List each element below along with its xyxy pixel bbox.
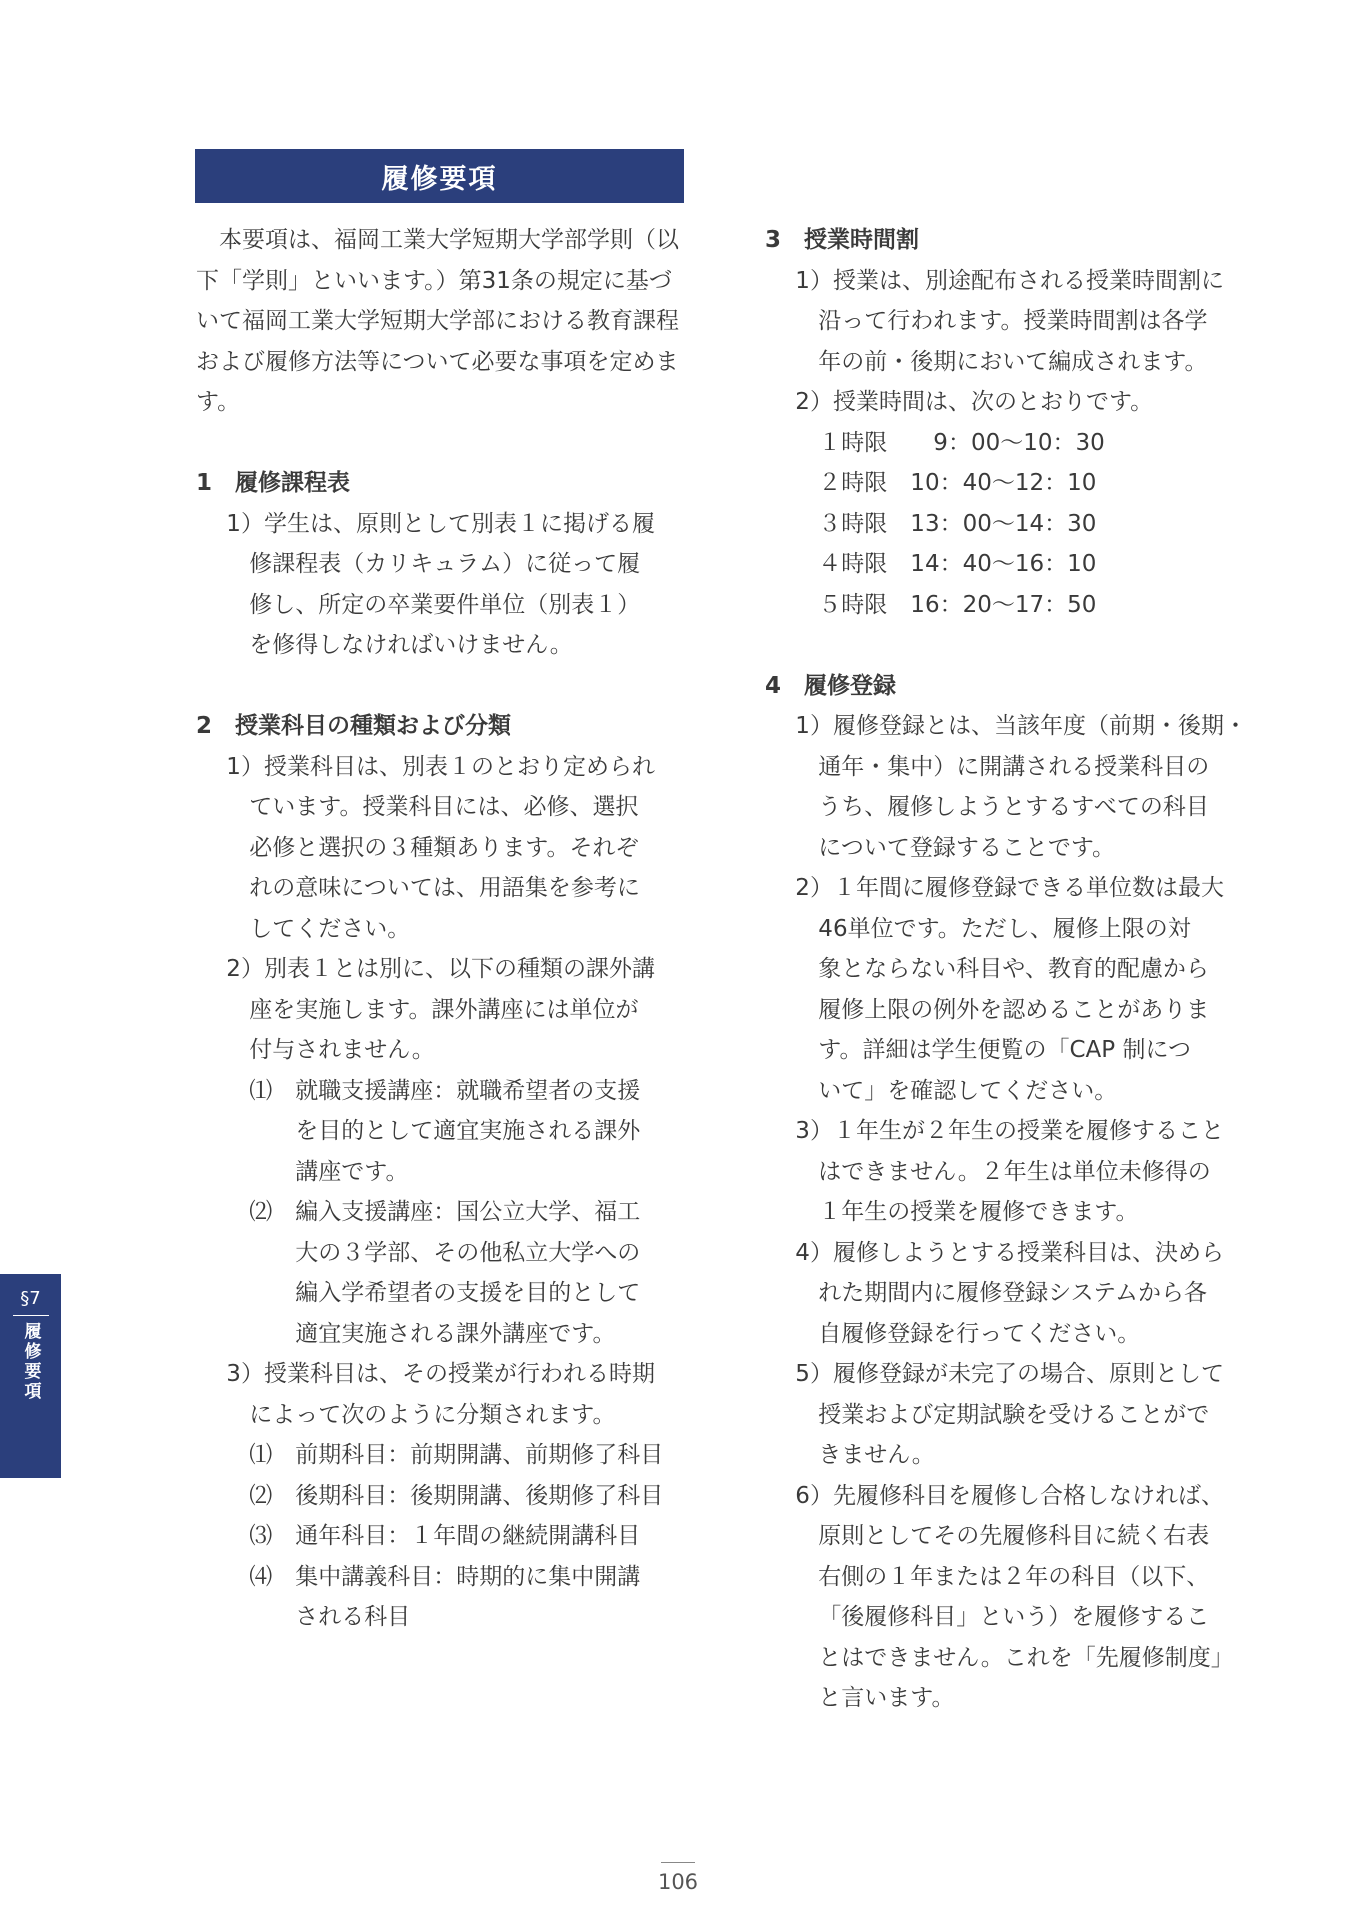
text-line: および履修方法等について必要な事項を定めま (196, 348, 679, 375)
section-label: 履修要項 (20, 1322, 41, 1402)
text-line: 1）授業は、別途配布される授業時間割に (765, 267, 1224, 294)
text-line: 46単位です。ただし、履修上限の対 (765, 915, 1191, 942)
text-line: 年の前・後期において編成されます。 (765, 348, 1208, 375)
text-line: す。 (196, 389, 241, 415)
section-heading: 2 授業科目の種類および分類 (196, 713, 512, 739)
text-line: 2）別表１とは別に、以下の種類の課外講 (196, 956, 655, 982)
paragraph-gap (196, 666, 696, 707)
text-line: 授業および定期試験を受けることがで (765, 1401, 1210, 1428)
text-line: を目的として適宜実施される課外 (196, 1118, 641, 1144)
text-line: ⑴ 前期科目：前期開講、前期修了科目 (196, 1442, 664, 1468)
text-line: 2）１年間に履修登録できる単位数は最大 (765, 875, 1224, 901)
text-line: ⑷ 集中講義科目：時期的に集中開講 (196, 1563, 641, 1590)
left-column (196, 220, 696, 1638)
text-line: 講座です。 (196, 1158, 409, 1185)
text-line: ⑵ 後期科目：後期開講、後期修了科目 (196, 1482, 664, 1509)
paragraph-gap (765, 625, 1265, 666)
text-line: 6）先履修科目を履修し合格しなければ、 (765, 1482, 1224, 1509)
text-line: 編入学希望者の支援を目的として (196, 1280, 641, 1306)
page-number-rule (661, 1862, 695, 1863)
text-line: 適宜実施される課外講座です。 (196, 1320, 616, 1347)
text-line: す。詳細は学生便覧の「CAP 制につ (765, 1037, 1191, 1063)
text-line: 1）履修登録とは、当該年度（前期・後期・ (765, 713, 1247, 739)
text-line: いて」を確認してください。 (765, 1077, 1118, 1104)
text-line: 座を実施します。課外講座には単位が (196, 996, 639, 1023)
text-line: 本要項は、福岡工業大学短期大学部学則（以 (196, 227, 679, 253)
text-line: 自履修登録を行ってください。 (765, 1320, 1141, 1347)
text-line: 修し、所定の卒業要件単位（別表１） (196, 591, 641, 618)
text-line: 付与されません。 (196, 1037, 435, 1063)
text-line: 沿って行われます。授業時間割は各学 (765, 308, 1208, 334)
right-column (765, 220, 1265, 1719)
text-line: 3）１年生が２年生の授業を履修すること (765, 1118, 1224, 1144)
page-number: 106 (657, 1870, 699, 1894)
section-heading: 3 授業時間割 (765, 227, 920, 253)
text-line: きません。 (765, 1442, 935, 1468)
section-divider (13, 1315, 49, 1316)
text-line: 3）授業科目は、その授業が行われる時期 (196, 1361, 655, 1387)
text-line: はできません。２年生は単位未修得の (765, 1158, 1211, 1185)
text-line: ています。授業科目には、必修、選択 (196, 794, 639, 820)
text-line: １年生の授業を履修できます。 (765, 1199, 1139, 1225)
text-line: ３時限 13：00〜14：30 (765, 510, 1097, 537)
page-title: 履修要項 (195, 149, 684, 203)
text-line: と言います。 (765, 1685, 955, 1711)
text-line: とはできません。これを「先履修制度」 (765, 1644, 1234, 1671)
text-line: ２時限 10：40〜12：10 (765, 470, 1097, 496)
paragraph-gap (196, 423, 696, 464)
text-line: 2）授業時間は、次のとおりです。 (765, 389, 1154, 415)
text-line: うち、履修しようとするすべての科目 (765, 794, 1209, 820)
text-line: について登録することです。 (765, 834, 1116, 861)
section-side-tab (0, 1274, 61, 1478)
text-line: 原則としてその先履修科目に続く右表 (765, 1523, 1210, 1549)
section-number: §7 (20, 1288, 41, 1309)
text-line: ５時限 16：20〜17：50 (765, 591, 1097, 618)
text-line: 右側の１年または２年の科目（以下、 (765, 1563, 1210, 1590)
section-heading: 1 履修課程表 (196, 470, 351, 496)
text-line: 履修上限の例外を認めることがありま (765, 996, 1210, 1023)
text-line: してください。 (196, 915, 411, 942)
text-line: いて福岡工業大学短期大学部における教育課程 (196, 308, 679, 334)
text-line: される科目 (196, 1604, 411, 1630)
text-line: 1）授業科目は、別表１のとおり定められ (196, 753, 655, 780)
text-line: ４時限 14：40〜16：10 (765, 551, 1097, 577)
text-line: 1）学生は、原則として別表１に掲げる履 (196, 510, 655, 537)
text-line: ⑶ 通年科目：１年間の継続開講科目 (196, 1523, 641, 1549)
text-line: １時限 9：00〜10：30 (765, 429, 1105, 456)
text-line: 修課程表（カリキュラム）に従って履 (196, 551, 641, 577)
section-heading: 4 履修登録 (765, 672, 897, 699)
text-line: 通年・集中）に開講される授業科目の (765, 753, 1210, 780)
text-line: れの意味については、用語集を参考に (196, 875, 640, 901)
text-line: れた期間内に履修登録システムから各 (765, 1280, 1208, 1306)
text-line: を修得しなければいけません。 (196, 632, 573, 658)
text-line: 4）履修しようとする授業科目は、決めら (765, 1239, 1224, 1266)
text-line: 大の３学部、その他私立大学への (196, 1239, 641, 1266)
text-line: によって次のように分類されます。 (196, 1401, 616, 1428)
text-line: ⑵ 編入支援講座：国公立大学、福工 (196, 1199, 641, 1225)
text-line: 下「学則」といいます。）第31条の規定に基づ (196, 267, 672, 294)
text-line: 必修と選択の３種類あります。それぞ (196, 834, 639, 861)
text-line: 象とならない科目や、教育的配慮から (765, 956, 1209, 982)
text-line: ⑴ 就職支援講座：就職希望者の支援 (196, 1077, 641, 1104)
text-line: 5）履修登録が未完了の場合、原則として (765, 1361, 1224, 1387)
text-line: 「後履修科目」という）を履修するこ (765, 1604, 1210, 1630)
